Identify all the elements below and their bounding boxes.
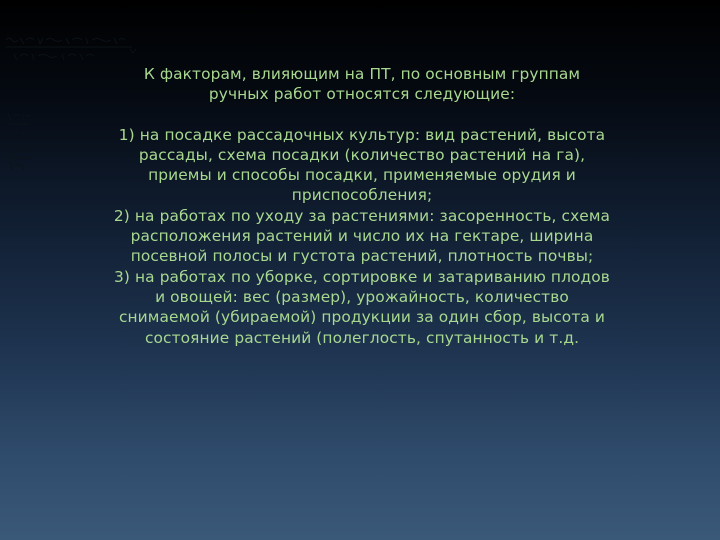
item-3-line-3: снимаемой (убираемой) продукции за один сбор, высота и: [118, 308, 606, 327]
factors-text-block: [62, 64, 662, 348]
item-1-line-4: приспособления;: [291, 186, 433, 205]
item-3-line-4: состояние растений (полеглость, спутанность и т.д.: [144, 328, 580, 347]
intro-line-2: ручных работ относятся следующие:: [208, 85, 516, 104]
item-3-line-2: и овощей: вес (размер), урожайность, количество: [155, 287, 569, 306]
paragraph-spacer: [62, 105, 662, 125]
item-1-line-1: 1) на посадке рассадочных культур: вид растений, высота: [118, 125, 606, 144]
item-2-line-1: 2) на работах по уходу за растениями: засоренность, схема: [113, 206, 611, 225]
intro-line-1: К факторам, влияющим на ПТ, по основным группам: [143, 65, 581, 83]
item-3-line-1: 3) на работах по уборке, сортировке и затариванию плодов: [114, 267, 610, 286]
item-1-line-3: приемы и способы посадки, применяемые орудия и: [148, 166, 576, 185]
item-2-line-3: посевной полосы и густота растений, плотность почвы;: [130, 247, 594, 266]
item-2-line-2: расположения растений и число их на гектаре, ширина: [130, 227, 594, 246]
item-1-line-2: рассады, схема посадки (количество растений на га),: [138, 145, 586, 164]
